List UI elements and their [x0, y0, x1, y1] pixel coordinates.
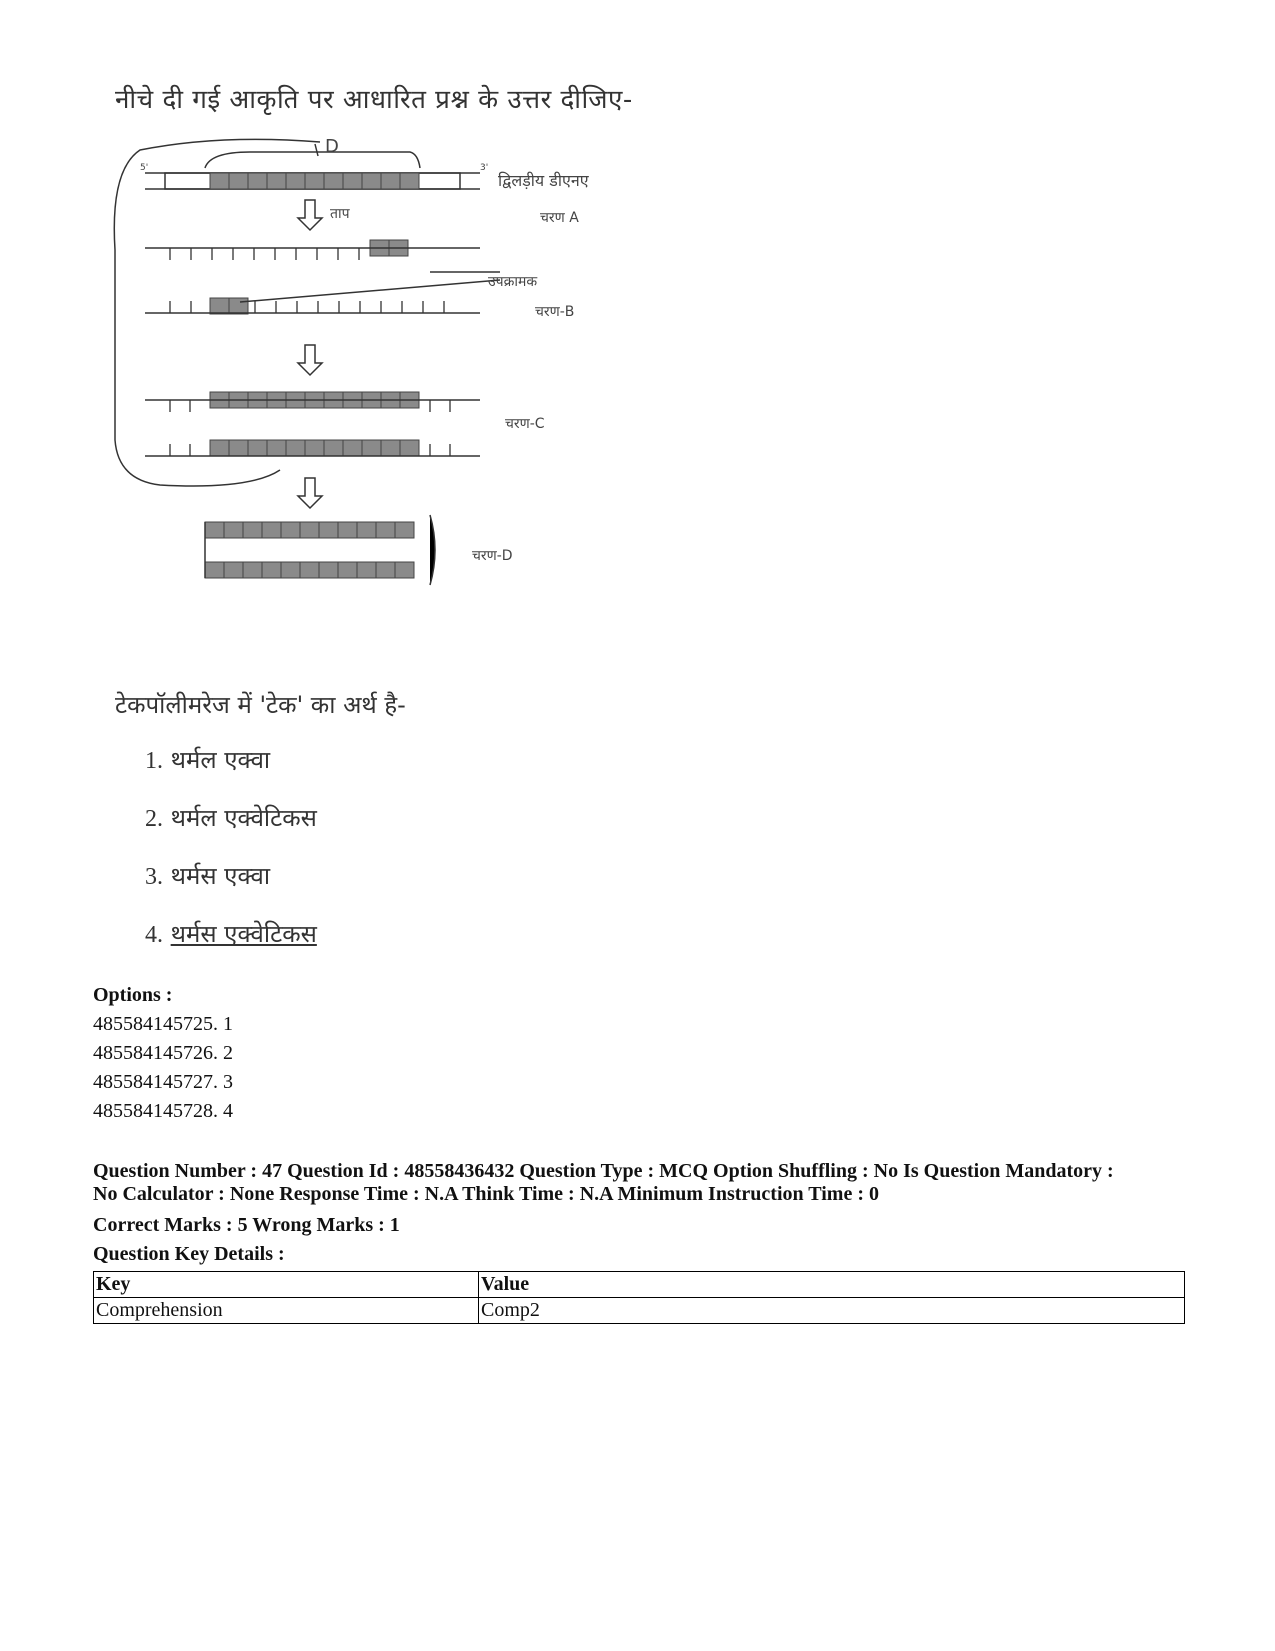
dna-block [243, 562, 262, 578]
choice-text: थर्मस एक्वेटिकस [170, 920, 317, 948]
dna-block [229, 298, 248, 314]
choice-text: थर्मल एक्वेटिकस [170, 804, 317, 832]
dna-block [324, 440, 343, 456]
key-table [93, 1271, 1185, 1324]
meta-line-1: Question Number : 47 Question Id : 48558436432 Question Type : MCQ Option Shuffling : No Is Question Mandatory : [93, 1160, 1114, 1182]
label-D: D [325, 136, 339, 157]
dna-block [357, 562, 376, 578]
dna-block [362, 440, 381, 456]
choice-text: थर्मल एक्वा [170, 746, 271, 774]
dna-block [248, 440, 267, 456]
dna-block [243, 522, 262, 538]
dna-block [395, 522, 414, 538]
marks-line: Correct Marks : 5 Wrong Marks : 1 [93, 1214, 400, 1236]
dna-block [305, 173, 324, 189]
label-step-d: चरण-D [472, 548, 513, 564]
dna-block [300, 562, 319, 578]
dna-block [267, 173, 286, 189]
label-5p: 5' [140, 163, 149, 173]
dna-block [305, 440, 324, 456]
dna-block [205, 522, 224, 538]
dna-block [229, 440, 248, 456]
dna-block [262, 522, 281, 538]
question-meta [93, 1160, 1183, 1206]
table-header-row [94, 1272, 1185, 1298]
dna-block [262, 562, 281, 578]
dna-block [324, 173, 343, 189]
choice-number: 2. [145, 806, 163, 832]
choice-item [145, 798, 317, 856]
dna-block [281, 522, 300, 538]
choice-item [145, 856, 317, 914]
table-row [94, 1298, 1185, 1324]
dna-segments [205, 173, 419, 578]
option-item: 485584145726. 2 [93, 1042, 233, 1064]
pcr-diagram [100, 130, 620, 610]
label-step-b: चरण-B [535, 304, 575, 320]
dna-block [381, 440, 400, 456]
dna-block [224, 562, 243, 578]
down-arrows [298, 200, 322, 508]
dna-block [338, 562, 357, 578]
dna-block [286, 173, 305, 189]
table-header: Key [94, 1272, 479, 1298]
dna-block [343, 173, 362, 189]
choice-text: थर्मस एक्वा [170, 862, 271, 890]
dna-block [205, 562, 224, 578]
option-item: 485584145728. 4 [93, 1100, 233, 1122]
dna-block [343, 440, 362, 456]
table-header: Value [479, 1272, 1185, 1298]
dna-block [224, 522, 243, 538]
option-item: 485584145725. 1 [93, 1013, 233, 1035]
question-heading: नीचे दी गई आकृति पर आधारित प्रश्न के उत्तर दीजिए- [115, 85, 633, 115]
dna-block [362, 173, 381, 189]
dna-block [286, 440, 305, 456]
dna-block [210, 440, 229, 456]
option-item: 485584145727. 3 [93, 1071, 233, 1093]
dna-block [357, 522, 376, 538]
dna-block [248, 173, 267, 189]
choice-number: 3. [145, 864, 163, 890]
dna-block [319, 522, 338, 538]
label-primer: उपक्रामक [488, 274, 538, 290]
table-cell: Comprehension [94, 1298, 479, 1324]
dna-block [400, 173, 419, 189]
choice-item [145, 740, 317, 798]
options-label: Options : [93, 984, 173, 1006]
choice-number: 1. [145, 748, 163, 774]
dna-block [210, 173, 229, 189]
label-step-c: चरण-C [505, 416, 545, 432]
dna-block [400, 440, 419, 456]
key-details-label: Question Key Details : [93, 1243, 285, 1265]
dna-block [267, 440, 286, 456]
label-heat: ताप [330, 206, 350, 222]
dna-block [395, 562, 414, 578]
dna-block [376, 562, 395, 578]
table-cell: Comp2 [479, 1298, 1185, 1324]
dna-block [229, 173, 248, 189]
question-text: टेकपॉलीमरेज में 'टेक' का अर्थ है- [115, 691, 406, 719]
label-3p: 3' [480, 163, 489, 173]
choice-item [145, 914, 317, 972]
dna-block [319, 562, 338, 578]
choice-number: 4. [145, 922, 163, 948]
dna-block [376, 522, 395, 538]
label-ds-dna: द्विलड़ीय डीएनए [498, 171, 589, 190]
meta-line-2: No Calculator : None Response Time : N.A Think Time : N.A Minimum Instruction Time : 0 [93, 1183, 879, 1205]
dna-block [281, 562, 300, 578]
dna-block [381, 173, 400, 189]
dna-block [210, 298, 229, 314]
dna-block [338, 522, 357, 538]
options-block [93, 980, 233, 1126]
label-step-a: चरण A [540, 210, 579, 226]
dna-block [300, 522, 319, 538]
question-choices [145, 740, 317, 972]
